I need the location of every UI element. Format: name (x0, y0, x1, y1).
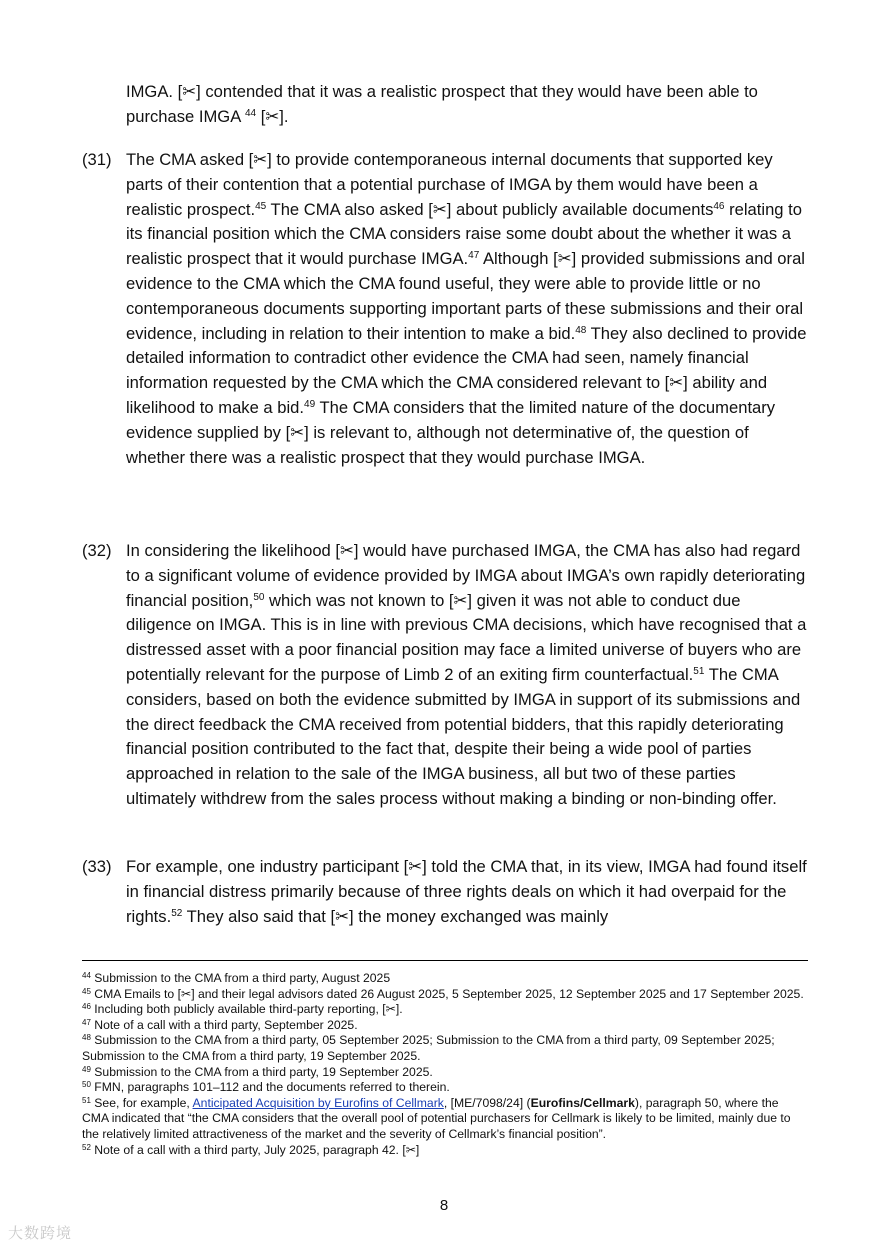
paragraph-32 (82, 539, 808, 812)
footnote-ref[interactable]: 48 (575, 324, 587, 336)
continuation-paragraph (126, 80, 808, 130)
footnote (82, 1002, 808, 1018)
text-segment: which was not known to [✂] given it was not able to conduct due diligence on IMGA. This is in line with previous CMA decisions, which have recognised that a distressed asset with a poor financial position may face a limited universe of buyers who are potentially relevant for the purpose of Limb 2 of an exiting firm counterfactual. (126, 590, 807, 684)
footnote-number: 46 (82, 1002, 91, 1012)
footnote-ref[interactable]: 46 (713, 200, 725, 212)
eurofins-cellmark-link[interactable]: Anticipated Acquisition by Eurofins of Cellmark (192, 1095, 444, 1110)
footnote (82, 1065, 808, 1081)
paragraph-number: (31) (82, 150, 112, 169)
footnote-ref[interactable]: 52 (171, 907, 183, 919)
footnote (82, 971, 808, 987)
text-segment: The CMA also asked [✂] about publicly available documents (266, 199, 714, 219)
footnote-number: 51 (82, 1095, 91, 1105)
footnote-number: 49 (82, 1064, 91, 1074)
footnote-ref[interactable]: 50 (253, 591, 265, 603)
footnote-text: Note of a call with a third party, July 2025, paragraph 42. [✂] (94, 1142, 420, 1157)
text-segment: relating to its financial position which the CMA considers raise some doubt about the whether it was a realistic prospect that it would purchase IMGA. (126, 199, 802, 269)
footnote (82, 1096, 808, 1143)
footnote-list (82, 971, 808, 1096)
footnote-text: CMA Emails to [✂] and their legal advisors dated 26 August 2025, 5 September 2025, 12 September 2025 and 17 September 2025. (90, 986, 804, 1001)
paragraph-text (126, 539, 808, 812)
footnote-text: Including both publicly available third-party reporting, [✂]. (90, 1002, 403, 1017)
text-segment: The CMA asked [✂] to provide contemporaneous internal documents that supported key parts of their contention that a potential purchase of IMGA by them would have been a realistic prospect. (126, 150, 773, 219)
footnote (82, 1018, 808, 1034)
text-segment: Although [✂] provided submissions and oral evidence to the CMA which the CMA found useful, they were able to provide little or no contemporaneous documents supporting important parts of these submissions and their oral evidence, including in relation to their intention to make a bid. (126, 249, 805, 343)
paragraph-text (126, 148, 808, 470)
footnote-ref[interactable]: 47 (468, 250, 480, 262)
text-segment: In considering the likelihood [✂] would have purchased IMGA, the CMA has also had regard to a significant volume of evidence provided by IMGA about IMGA’s own rapidly deteriorating financial position, (126, 541, 806, 610)
paragraph-31 (82, 148, 808, 470)
footnote-text: Note of a call with a third party, September 2025. (90, 1017, 358, 1032)
footnote-divider (82, 960, 808, 961)
paragraph-33 (82, 855, 808, 929)
paragraph-number: (33) (82, 857, 112, 876)
footnotes (82, 971, 808, 1158)
footnote-text: , [ME/7098/24] ( (443, 1095, 531, 1110)
footnote (82, 1033, 808, 1064)
footnote-number: 45 (82, 986, 91, 996)
footnote-text: See, for example, (94, 1095, 193, 1110)
footnote-number: 48 (82, 1033, 91, 1043)
intro-text-end: [✂]. (256, 106, 289, 126)
paragraph-text (126, 855, 808, 929)
footnote-number: 52 (82, 1142, 91, 1152)
footnote (82, 987, 808, 1003)
watermark: 大数跨境 (8, 1224, 73, 1242)
footnote-number: 47 (82, 1017, 91, 1027)
text-segment: They also said that [✂] the money exchanged was mainly (182, 906, 609, 926)
intro-text: IMGA. [✂] contended that it was a realistic prospect that they would have been able to purchase IMGA (126, 82, 758, 126)
footnote-text: ), paragraph 50, where the CMA indicated that “the CMA considers that the overall pool of potential purchasers for Cellmark is likely to be limited, mainly due to the relatively limited attractiveness of the market and the severity of Cellmark’s financial position”. (82, 1095, 791, 1141)
footnote-ref[interactable]: 51 (693, 665, 705, 677)
footnote-number: 50 (82, 1080, 91, 1090)
footnote-ref[interactable]: 45 (255, 200, 267, 212)
footnote-ref[interactable]: 49 (304, 398, 316, 410)
text-segment: They also declined to provide detailed information to contradict other evidence the CMA had seen, namely financial information requested by the CMA which the CMA considered relevant to [✂] ability and likelihood to make a bid. (126, 323, 807, 417)
text-segment: The CMA considers, based on both the evidence submitted by IMGA in support of its submissions and the direct feedback the CMA received from potential bidders, that this rapidly deteriorating financial position contributed to the fact that, despite their being a wide pool of parties approached in relation to the sale of the IMGA business, all but two of these parties ultimately withdrew from the sales process without making a binding or non-binding offer. (126, 664, 801, 808)
footnote (82, 1143, 808, 1159)
paragraph-number: (32) (82, 541, 112, 560)
footnote-text: Submission to the CMA from a third party, 19 September 2025. (90, 1064, 433, 1079)
footnote-number: 44 (82, 971, 91, 980)
page-number: 8 (439, 1197, 449, 1214)
footnote-text: Submission to the CMA from a third party, 05 September 2025; Submission to the CMA from a third party, 09 September 2025; Submission to the CMA from a third party, 19 September 2025. (82, 1033, 775, 1063)
footnote-text: Submission to the CMA from a third party, August 2025 (90, 971, 391, 985)
footnote-ref[interactable]: 44 (244, 107, 257, 119)
text-segment: The CMA considers that the limited nature of the documentary evidence supplied by [✂] is relevant to, although not determinative of, the question of whether there was a realistic prospect that they would purchase IMGA. (126, 397, 776, 467)
footnote (82, 1080, 808, 1096)
text-segment: For example, one industry participant [✂] told the CMA that, in its view, IMGA had found itself in financial distress primarily because of three rights deals on which it had overpaid for the rights. (126, 857, 807, 926)
footnote-text: FMN, paragraphs 101–112 and the documents referred to therein. (90, 1080, 450, 1095)
case-name-bold: Eurofins/Cellmark (530, 1095, 635, 1110)
